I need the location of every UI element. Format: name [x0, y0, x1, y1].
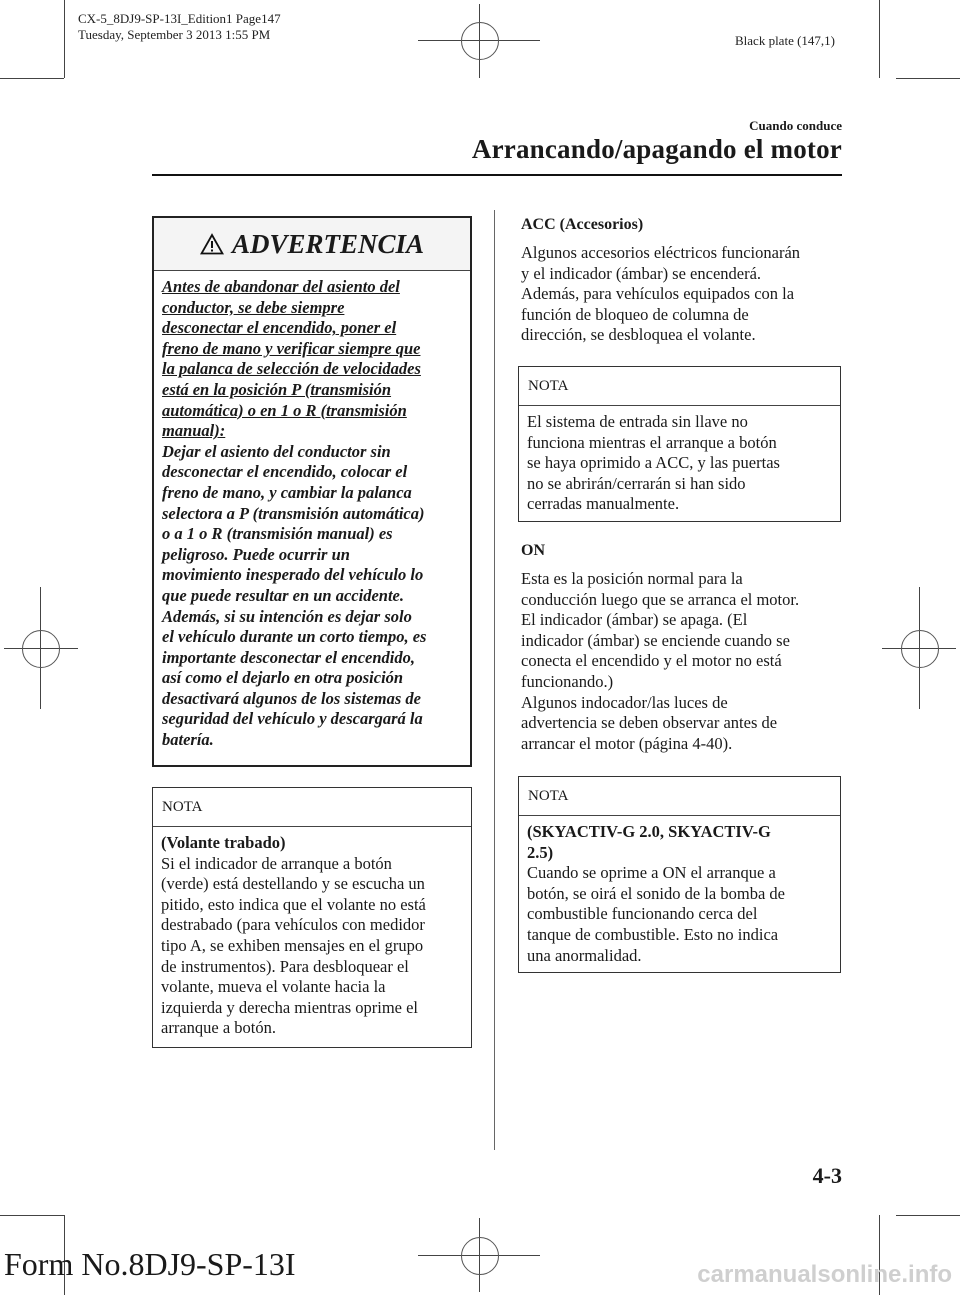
warning-line: desactivará algunos de los sistemas de — [162, 688, 421, 708]
note-body — [519, 816, 840, 966]
register-mark-icon — [901, 630, 939, 668]
note-line: Cuando se oprime a ON el arranque a — [527, 863, 776, 883]
on-line: indicador (ámbar) se enciende cuando se — [521, 630, 790, 650]
note-box-steering — [152, 787, 472, 1048]
note-line: funciona mientras el arranque a botón — [527, 432, 777, 452]
note-line: arranque a botón. — [161, 1018, 276, 1038]
warning-underlined-line: está en la posición P (transmisión — [162, 379, 392, 399]
warning-underlined-line: manual): — [162, 421, 226, 441]
note-line: volante, mueva el volante hacia la — [161, 977, 386, 997]
note-line: pitido, esto indica que el volante no está — [161, 894, 426, 914]
form-number: Form No.8DJ9-SP-13I — [4, 1246, 296, 1282]
on-line: Algunos indocador/las luces de — [521, 692, 728, 712]
title-rule — [152, 174, 842, 176]
on-line: advertencia se deben observar antes de — [521, 713, 778, 733]
on-line: El indicador (ámbar) se apaga. (El — [521, 610, 748, 630]
warning-underlined-line: freno de mano y verificar siempre que — [162, 338, 421, 358]
note-box-on — [518, 776, 841, 973]
on-paragraph — [521, 569, 851, 754]
page-title: Arrancando/apagando el motor — [471, 134, 842, 164]
warning-underlined-line: desconectar el encendido, poner el — [162, 318, 397, 338]
note-label: NOTA — [519, 367, 840, 406]
note-line: se haya oprimido a ACC, y las puertas — [527, 453, 780, 473]
register-mark-icon — [461, 22, 499, 60]
acc-paragraph — [521, 243, 851, 346]
section-label: Cuando conduce — [749, 118, 842, 133]
warning-underlined-line: conductor, se debe siempre — [162, 297, 345, 317]
note-body — [519, 406, 840, 515]
note-line: una anormalidad. — [527, 945, 642, 965]
on-line: Esta es la posición normal para la — [521, 569, 743, 588]
file-info — [78, 11, 281, 43]
warning-body — [154, 271, 470, 751]
warning-box — [152, 216, 472, 767]
warning-line: seguridad del vehículo y descargará la — [162, 709, 423, 729]
warning-line: el vehículo durante un corto tiempo, es — [162, 627, 427, 647]
note-line: tipo A, se exhiben mensajes en el grupo — [161, 935, 424, 955]
acc-line: dirección, se desbloquea el volante. — [521, 325, 756, 345]
acc-heading: ACC (Accesorios) — [521, 216, 644, 233]
warning-line: movimiento inesperado del vehículo lo — [162, 565, 424, 585]
register-mark-icon — [22, 630, 60, 668]
note-line: botón, se oirá el sonido de la bomba de — [527, 883, 785, 903]
warning-line: freno de mano, y cambiar la palanca — [162, 482, 412, 502]
note-box-acc — [518, 366, 841, 522]
note-line: izquierda y derecha mientras oprime el — [161, 997, 419, 1017]
note-line: (verde) está destellando y se escucha un — [161, 874, 425, 894]
warning-line: Dejar el asiento del conductor sin — [162, 441, 391, 461]
note-line: El sistema de entrada sin llave no — [527, 412, 748, 431]
on-line: conecta el encendido y el motor no está — [521, 651, 782, 671]
note-line: no se abrirán/cerrarán si han sido — [527, 473, 746, 493]
warning-line: batería. — [162, 730, 214, 750]
acc-line: Además, para vehículos equipados con la — [521, 284, 795, 304]
on-line: arrancar el motor (página 4-40). — [521, 733, 733, 753]
warning-header — [154, 218, 470, 271]
on-heading: ON — [521, 542, 545, 559]
warning-line: que puede resultar en un accidente. — [162, 585, 404, 605]
file-info-line1: CX-5_8DJ9-SP-13I_Edition1 Page147 — [78, 11, 281, 26]
warning-underlined-line: la palanca de selección de velocidades — [162, 359, 421, 379]
note-body — [153, 827, 471, 1039]
watermark: carmanualsonline.info — [697, 1261, 952, 1288]
warning-title: ADVERTENCIA — [231, 228, 425, 259]
warning-line: así como el dejarlo en otra posición — [162, 668, 404, 688]
warning-line: selectora a P (transmisión automática) — [162, 503, 425, 523]
acc-line: función de bloqueo de columna de — [521, 304, 749, 324]
note-line: tanque de combustible. Esto no indica — [527, 924, 779, 944]
note-subheading: (Volante trabado) — [161, 833, 286, 852]
register-mark-icon — [461, 1237, 499, 1275]
column-divider — [494, 210, 495, 1150]
note-subheading: 2.5) — [527, 842, 554, 862]
note-subheading: (SKYACTIV-G 2.0, SKYACTIV-G — [527, 822, 771, 841]
acc-line: y el indicador (ámbar) se encenderá. — [521, 263, 762, 283]
acc-line: Algunos accesorios eléctricos funcionarán — [521, 243, 801, 262]
warning-line: peligroso. Puede ocurrir un — [162, 544, 350, 564]
on-line: conducción luego que se arranca el motor. — [521, 589, 800, 609]
warning-line: o a 1 o R (transmisión manual) es — [162, 524, 393, 544]
note-line: de instrumentos). Para desbloquear el — [161, 956, 409, 976]
note-line: cerradas manualmente. — [527, 494, 680, 514]
warning-underlined-line: Antes de abandonar del asiento del — [162, 277, 400, 296]
note-label: NOTA — [519, 777, 840, 816]
note-line: combustible funcionando cerca del — [527, 904, 758, 924]
note-line: destrabado (para vehículos con medidor — [161, 915, 425, 935]
on-line: funcionando.) — [521, 671, 614, 691]
warning-line: Además, si su intención es dejar solo — [162, 606, 412, 626]
note-line: Si el indicador de arranque a botón — [161, 853, 392, 873]
plate-label: Black plate (147,1) — [735, 33, 835, 48]
file-info-line2: Tuesday, September 3 2013 1:55 PM — [78, 27, 271, 42]
warning-line: desconectar el encendido, colocar el — [162, 462, 408, 482]
warning-line: importante desconectar el encendido, — [162, 647, 415, 667]
warning-triangle-icon — [200, 233, 224, 255]
page-number: 4-3 — [812, 1163, 842, 1188]
note-label: NOTA — [153, 788, 471, 827]
warning-underlined-line: automática) o en 1 o R (transmisión — [162, 400, 407, 420]
